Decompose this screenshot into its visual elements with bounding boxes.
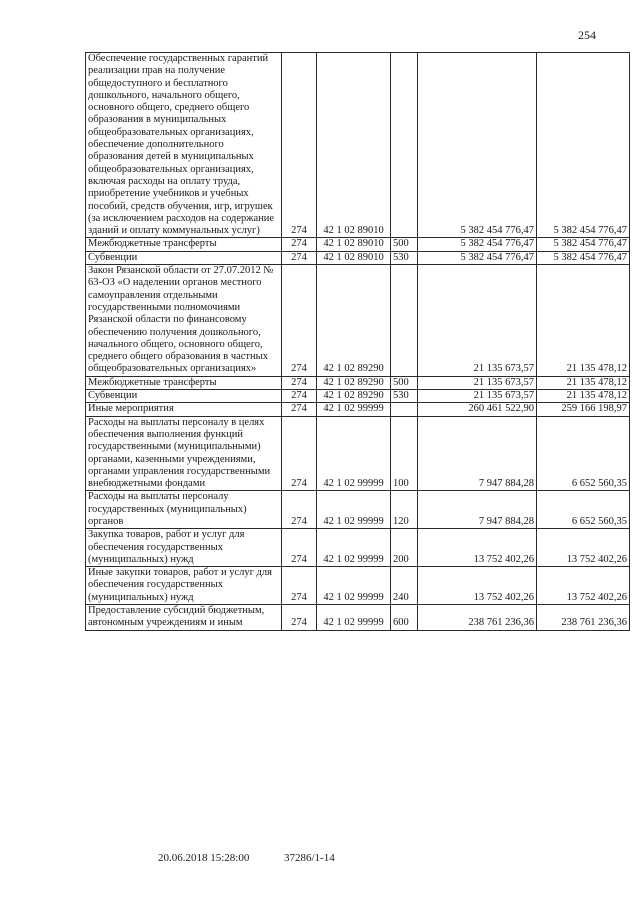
row-expense-type-cell: 240 [391,567,418,605]
table-row [86,567,630,605]
table-row [86,605,630,631]
row-code-cell: 274 [282,265,317,377]
row-target-article-cell: 42 1 02 99999 [317,491,391,529]
row-expense-type-cell [391,265,418,377]
row-expense-type-cell: 120 [391,491,418,529]
row-name-cell: Обеспечение государственных гарантий реализации прав на получение общедоступного и бесплатного дошкольного, начального общего, основного общего, среднего общего образования в муниципальных общеобразовательных организациях, обеспечение дополнительного образования детей в муниципальных общеобразовательных организациях, включая расходы на оплату труда, приобретение учебников и учебных пособий, средств обучения, игр, игрушек (за исключением расходов на содержание зданий и оплату коммунальных услуг) [86,53,282,238]
row-amount-2-cell: 21 135 478,12 [537,376,630,389]
row-amount-2-cell: 6 652 560,35 [537,416,630,491]
page-number: 254 [578,28,596,42]
row-amount-2-cell: 5 382 454 776,47 [537,238,630,251]
row-target-article-cell: 42 1 02 99999 [317,403,391,416]
row-target-article-cell: 42 1 02 89290 [317,265,391,377]
row-code-cell: 274 [282,605,317,631]
row-amount-2-cell: 6 652 560,35 [537,491,630,529]
budget-table-body [86,53,630,631]
row-amount-2-cell: 21 135 478,12 [537,265,630,377]
row-amount-1-cell: 13 752 402,26 [418,529,537,567]
row-expense-type-cell: 600 [391,605,418,631]
table-row [86,376,630,389]
row-expense-type-cell: 200 [391,529,418,567]
row-code-cell: 274 [282,238,317,251]
row-code-cell: 274 [282,390,317,403]
row-expense-type-cell [391,53,418,238]
row-name-cell: Иные закупки товаров, работ и услуг для обеспечения государственных (муниципальных) нужд [86,567,282,605]
table-row [86,491,630,529]
row-expense-type-cell: 530 [391,390,418,403]
row-amount-1-cell: 21 135 673,57 [418,390,537,403]
row-target-article-cell: 42 1 02 89290 [317,390,391,403]
budget-table [85,52,630,631]
row-amount-1-cell: 5 382 454 776,47 [418,53,537,238]
table-row [86,529,630,567]
row-amount-2-cell: 5 382 454 776,47 [537,251,630,264]
row-amount-2-cell: 238 761 236,36 [537,605,630,631]
row-amount-2-cell: 5 382 454 776,47 [537,53,630,238]
table-row [86,251,630,264]
footer-document-number: 37286/1-14 [284,852,335,864]
row-amount-2-cell: 259 166 198,97 [537,403,630,416]
row-code-cell: 274 [282,416,317,491]
row-target-article-cell: 42 1 02 99999 [317,529,391,567]
row-expense-type-cell: 530 [391,251,418,264]
row-name-cell: Субвенции [86,251,282,264]
row-expense-type-cell [391,403,418,416]
row-target-article-cell: 42 1 02 89010 [317,238,391,251]
row-expense-type-cell: 500 [391,376,418,389]
row-code-cell: 274 [282,491,317,529]
row-amount-1-cell: 21 135 673,57 [418,376,537,389]
row-target-article-cell: 42 1 02 99999 [317,567,391,605]
row-target-article-cell: 42 1 02 99999 [317,605,391,631]
row-code-cell: 274 [282,376,317,389]
row-amount-2-cell: 13 752 402,26 [537,567,630,605]
row-amount-1-cell: 5 382 454 776,47 [418,251,537,264]
row-name-cell: Иные мероприятия [86,403,282,416]
row-name-cell: Закупка товаров, работ и услуг для обеспечения государственных (муниципальных) нужд [86,529,282,567]
row-amount-2-cell: 13 752 402,26 [537,529,630,567]
row-name-cell: Предоставление субсидий бюджетным, автономным учреждениям и иным [86,605,282,631]
row-name-cell: Субвенции [86,390,282,403]
row-amount-1-cell: 5 382 454 776,47 [418,238,537,251]
table-row [86,403,630,416]
table-row [86,265,630,377]
row-code-cell: 274 [282,403,317,416]
row-expense-type-cell: 100 [391,416,418,491]
row-target-article-cell: 42 1 02 89010 [317,251,391,264]
row-code-cell: 274 [282,529,317,567]
row-amount-1-cell: 260 461 522,90 [418,403,537,416]
row-target-article-cell: 42 1 02 89010 [317,53,391,238]
row-code-cell: 274 [282,53,317,238]
row-amount-2-cell: 21 135 478,12 [537,390,630,403]
table-row [86,416,630,491]
row-amount-1-cell: 238 761 236,36 [418,605,537,631]
row-code-cell: 274 [282,251,317,264]
row-name-cell: Закон Рязанской области от 27.07.2012 № 63-ОЗ «О наделении органов местного самоуправления отдельными государственными полномочиями Рязанской области по финансовому обеспечению получения дошкольного, начального общего, основного общего, среднего общего образования в частных общеобразовательных организациях» [86,265,282,377]
row-target-article-cell: 42 1 02 89290 [317,376,391,389]
table-row [86,53,630,238]
row-amount-1-cell: 7 947 884,28 [418,491,537,529]
row-name-cell: Межбюджетные трансферты [86,376,282,389]
table-row [86,238,630,251]
row-name-cell: Расходы на выплаты персоналу в целях обеспечения выполнения функций государственными (муниципальными) органами, казенными учреждениями, органами управления государственными внебюджетными фондами [86,416,282,491]
row-name-cell: Межбюджетные трансферты [86,238,282,251]
row-amount-1-cell: 21 135 673,57 [418,265,537,377]
row-code-cell: 274 [282,567,317,605]
footer-timestamp: 20.06.2018 15:28:00 [158,852,250,864]
row-target-article-cell: 42 1 02 99999 [317,416,391,491]
row-amount-1-cell: 7 947 884,28 [418,416,537,491]
table-row [86,390,630,403]
row-expense-type-cell: 500 [391,238,418,251]
row-name-cell: Расходы на выплаты персоналу государственных (муниципальных) органов [86,491,282,529]
row-amount-1-cell: 13 752 402,26 [418,567,537,605]
